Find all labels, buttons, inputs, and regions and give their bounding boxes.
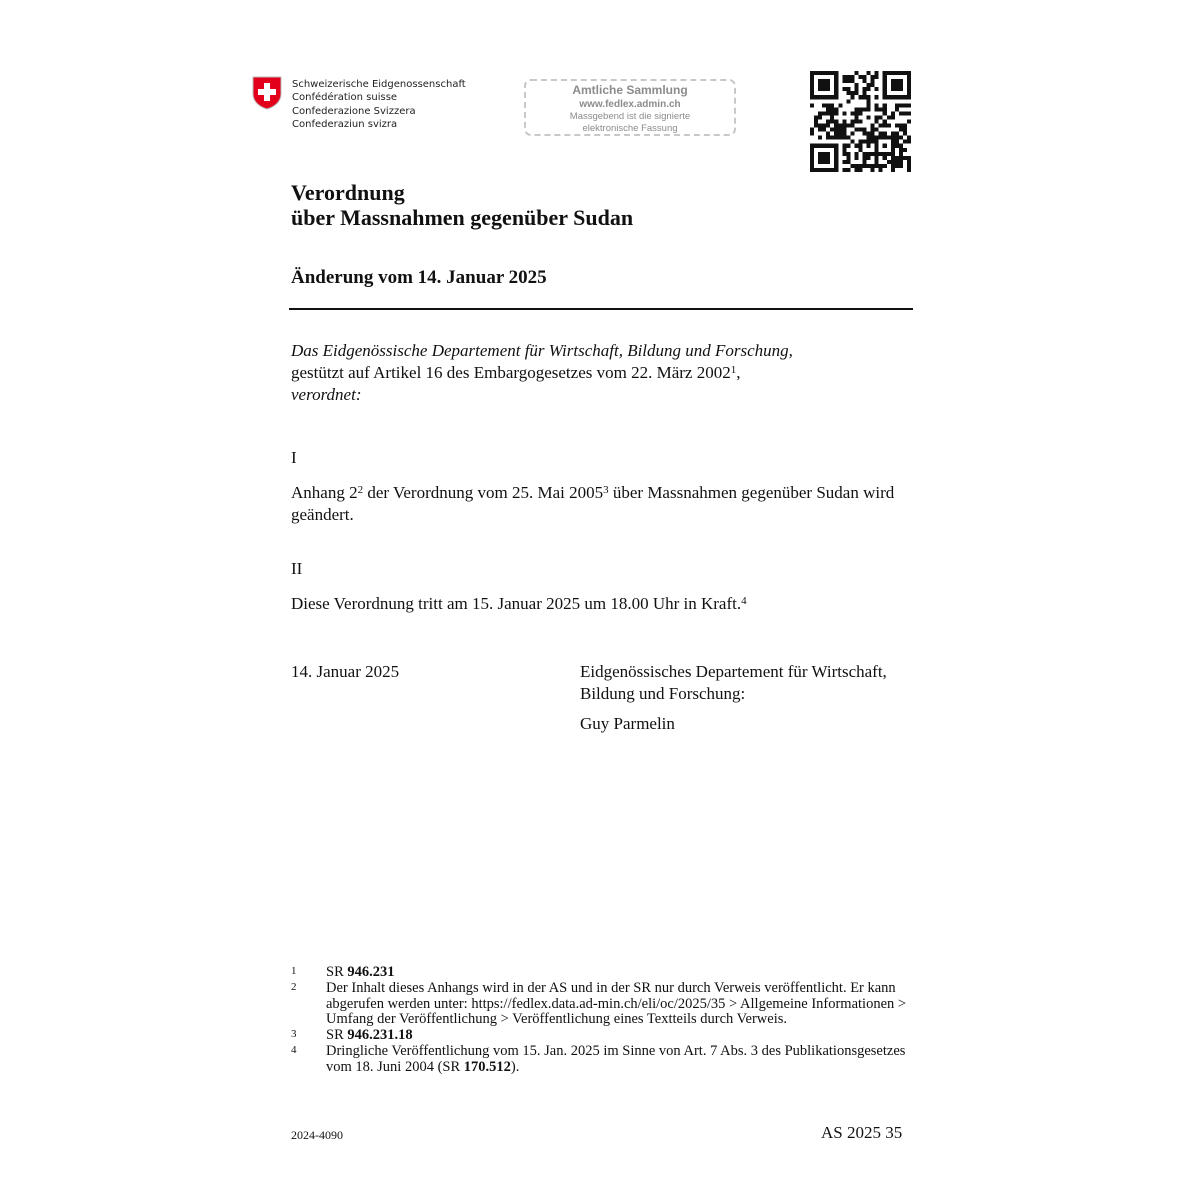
amendment-date: Änderung vom 14. Januar 2025	[291, 267, 547, 288]
federation-names	[292, 78, 466, 132]
section-1-text: Anhang 2$^2$ der Verordnung vom 25. Mai 2005$^3$ über Massnahmen gegenüber Sudan wird geändert.	[291, 483, 895, 524]
preamble-authority: Das Eidgenössische Departement für Wirtschaft, Bildung und Forschung,	[291, 341, 793, 360]
title-line-1: Verordnung	[291, 180, 405, 205]
signature-department: Eidgenössisches Departement für Wirtschaft, Bildung und Forschung:	[580, 662, 887, 703]
footnote-3: 3 SR 946.231.18	[291, 1027, 413, 1044]
preamble-basis: gestützt auf Artikel 16 des Embargogesetzes vom 22. März 2002$^1$,	[291, 363, 741, 382]
official-collection-stamp	[524, 79, 736, 136]
footnote-4: 4 Dringliche Veröffentlichung vom 15. Jan. 2025 im Sinne von Art. 7 Abs. 3 des Publikationsgesetzes vom 18. Juni 2004 (SR 170.512).	[291, 1042, 906, 1075]
stamp-note-1: Massgebend ist die signierte	[569, 111, 691, 122]
stamp-url: www.fedlex.admin.ch	[579, 99, 681, 110]
signature-name: Guy Parmelin	[580, 714, 675, 733]
section-number-2: II	[291, 559, 303, 578]
footnote-ref-3[interactable]: 3	[603, 484, 609, 496]
preamble	[291, 340, 911, 406]
footnote-1: 1 SR 946.231	[291, 964, 395, 980]
stamp-title: Amtliche Sammlung	[572, 83, 688, 97]
section-number-1: I	[291, 448, 297, 467]
footnote-2: 2 Der Inhalt dieses Anhangs wird in der AS und in der SR nur durch Verweis veröffentlicht. Er kann abgerufen werden unter: https://fedlex.data.ad-min.ch/eli/oc/2025/35 > Allgemeine Informationen > Umfang der Veröffentlichung > Veröffentlichung eines Textteils durch Verweis.	[291, 979, 907, 1028]
footnote-ref-1[interactable]: 1	[730, 364, 737, 376]
as-reference: AS 2025 35	[821, 1123, 903, 1142]
federation-name-fr: Confédération suisse	[292, 92, 398, 104]
section-2-text: Diese Verordnung tritt am 15. Januar 2025 um 18.00 Uhr in Kraft.$^4$	[291, 594, 747, 613]
stamp-note-2: elektronische Fassung	[582, 122, 678, 134]
qr-code-icon	[810, 71, 911, 172]
footnote-ref-4[interactable]: 4	[741, 595, 747, 607]
preamble-decree: verordnet:	[291, 385, 362, 404]
title-rule	[289, 308, 913, 310]
title-line-2: über Massnahmen gegenüber Sudan	[291, 205, 634, 230]
page-title	[291, 180, 633, 230]
federation-name-de: Schweizerische Eidgenossenschaft	[292, 79, 466, 90]
signature-date: 14. Januar 2025	[291, 662, 400, 681]
footnotes	[291, 965, 911, 1076]
federation-name-it: Confederazione Svizzera	[292, 105, 416, 117]
document-number: 2024-4090	[291, 1128, 343, 1142]
swiss-coat-of-arms-icon	[252, 76, 282, 110]
federation-name-rm: Confederaziun svizra	[292, 119, 398, 131]
footnote-ref-2[interactable]: 2	[357, 484, 364, 496]
